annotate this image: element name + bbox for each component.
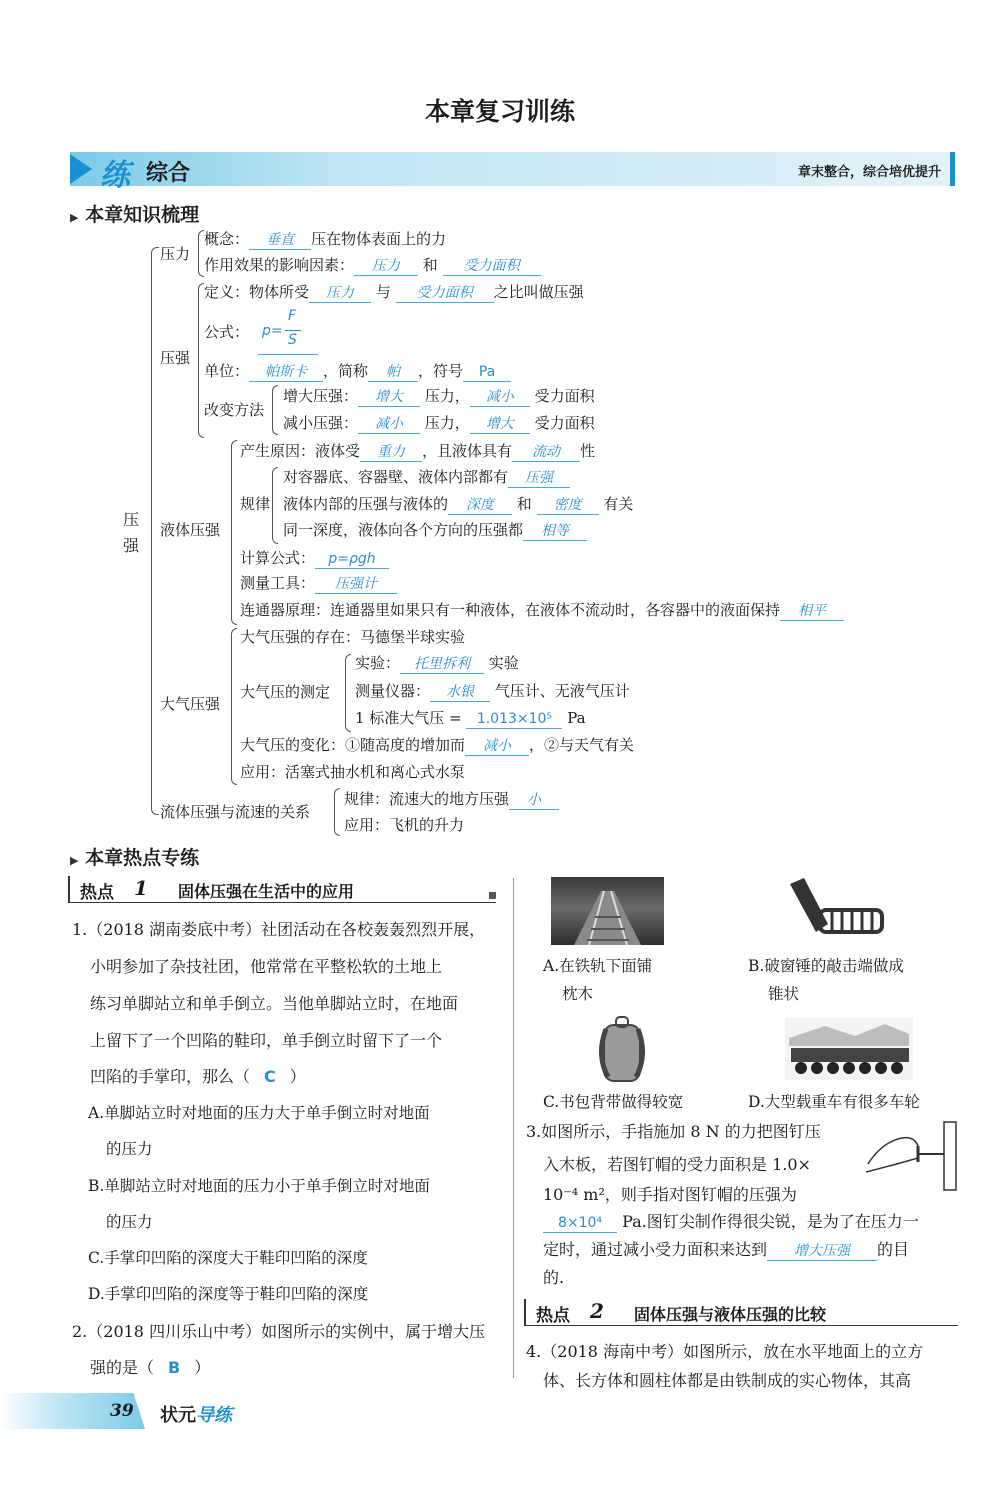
- q1-line-2: 小明参加了杂技社团，他常常在平整松软的土地上: [90, 957, 443, 976]
- q1-option-a: A.单脚站立时对地面的压力大于单手倒立时对地面: [88, 1104, 430, 1122]
- q2-answer: B: [168, 1358, 181, 1377]
- q3-answer-1: 8×10⁴: [543, 1214, 617, 1233]
- calc-formula-line: 计算公式： p=ρgh: [240, 548, 389, 569]
- banner-end-bar: [950, 152, 955, 186]
- q3-line-5: 定时，通过减小受力面积来达到 增大压强 的目: [543, 1240, 910, 1259]
- banner-char: 练: [100, 158, 130, 193]
- q1-line-3: 练习单脚站立和单手倒立。当他单脚站立时，在地面: [90, 994, 459, 1013]
- pic-caption-c: C.书包背带做得较宽: [543, 1093, 684, 1111]
- pic-caption-a: A.在铁轨下面铺: [543, 957, 653, 975]
- section-heading-hotspots: [70, 843, 199, 870]
- heading-arrow-icon: ▶: [70, 854, 79, 867]
- q2-line-2: 强的是（ B ）: [90, 1358, 211, 1377]
- instrument-line: 测量仪器： 水银 气压计、无液气压计: [355, 682, 630, 700]
- hotspot-end-mark: [489, 892, 496, 899]
- hotspot-number: 2: [590, 1299, 604, 1323]
- heading-arrow-icon: ▶: [70, 211, 79, 224]
- law-label: 规律: [240, 495, 271, 513]
- effect-factors-line: 作用效果的影响因素： 压力 和 受力面积: [204, 255, 541, 276]
- q3-line-1: 3.如图所示，手指施加 8 N 的力把图钉压: [526, 1122, 821, 1141]
- pic-caption-d: D.大型载重车有很多车轮: [748, 1093, 920, 1111]
- q1-option-a-cont: 的压力: [106, 1140, 153, 1158]
- q1-option-b-cont: 的压力: [106, 1213, 153, 1231]
- hammer-icon: [780, 876, 890, 946]
- pic-caption-a-cont: 枕木: [562, 985, 594, 1003]
- measure-tool-line: 测量工具： 压强计: [240, 573, 397, 594]
- atm-variation-line: 大气压的变化：①随高度的增加而 减小 ，②与天气有关: [240, 736, 635, 754]
- bracket-fluid: [334, 788, 340, 836]
- hotspot-tag: 热点: [80, 883, 114, 903]
- q4-line-2: 体、长方体和圆柱体都是由铁制成的实心物体，其高: [543, 1371, 912, 1390]
- hotspot-number: 1: [134, 876, 148, 900]
- thumbtack-figure: [862, 1120, 962, 1192]
- hotspot-title: 固体压强与液体压强的比较: [634, 1305, 827, 1324]
- railway-track-icon: [551, 877, 664, 945]
- bracket-law: [272, 467, 278, 544]
- hotspot-2-header: [524, 1299, 958, 1326]
- section-banner: [70, 152, 955, 193]
- section-heading-text: 本章热点专练: [85, 847, 200, 869]
- bracket-root: [151, 247, 159, 815]
- formula-line: 公式：: [204, 323, 250, 341]
- law-line-1: 对容器底、容器壁、液体内部都有 压强: [283, 467, 570, 488]
- q1-option-d: D.手掌印凹陷的深度等于鞋印凹陷的深度: [88, 1285, 369, 1303]
- q1-option-c: C.手掌印凹陷的深度大于鞋印凹陷的深度: [88, 1249, 368, 1267]
- q3-line-4: 8×10⁴ Pa.图钉尖制作得很尖锐，是为了在压力一: [543, 1204, 919, 1240]
- root-label-2: 强: [123, 536, 140, 555]
- cause-line: 产生原因：液体受 重力 ，且液体具有 流动 性: [240, 442, 596, 460]
- section-heading-text: 本章知识梳理: [85, 204, 200, 226]
- increase-pressure-line: 增大压强： 增大 压力， 减小 受力面积: [283, 387, 595, 405]
- page-title: 本章复习训练: [424, 97, 575, 126]
- q1-option-b: B.单脚站立时对地面的压力小于单手倒立时对地面: [88, 1177, 430, 1195]
- q1-answer: C: [264, 1067, 276, 1086]
- q2-line-1: 2.（2018 四川乐山中考）如图所示的实例中，属于增大压: [72, 1322, 486, 1341]
- q3-line-6: 的.: [543, 1268, 565, 1287]
- q1-line-1: 1.（2018 湖南娄底中考）社团活动在各校轰轰烈烈开展，: [72, 920, 486, 939]
- fluid-application-line: 应用：飞机的升力: [344, 816, 465, 834]
- node-liquid-pressure: 液体压强: [160, 521, 221, 539]
- definition-line: 定义：物体所受 压力 与 受力面积 之比叫做压强: [204, 283, 584, 301]
- experiment-line: 实验： 托里拆利 实验: [355, 654, 519, 672]
- formula-answer: p= F S: [258, 310, 318, 355]
- section-heading-knowledge: [70, 200, 199, 227]
- hotspot-title: 固体压强在生活中的应用: [178, 882, 355, 901]
- unit-line: 单位： 帕斯卡 ，简称 帕 ，符号 Pa: [204, 361, 511, 382]
- node-atmospheric-pressure: 大气压强: [160, 695, 221, 713]
- q3-line-3: 10⁻⁴ m²，则手指对图钉帽的压强为: [543, 1185, 797, 1204]
- banner-label: 综合: [146, 161, 191, 186]
- railway-photo: [551, 877, 664, 945]
- atm-exist-line: 大气压强的存在：马德堡半球实验: [240, 628, 466, 646]
- q1-line-4: 上留下了一个凹陷的鞋印，单手倒立时留下了一个: [90, 1031, 443, 1050]
- concept-line: 概念： 垂直 压在物体表面上的力: [204, 230, 447, 248]
- banner-subtitle: 章末整合，综合培优提升: [797, 165, 941, 180]
- bracket-measure: [345, 654, 351, 732]
- law-line-3: 同一深度，液体向各个方向的压强都 相等: [283, 520, 587, 541]
- q1-line-5: 凹陷的手掌印，那么（ C ）: [90, 1067, 306, 1086]
- pic-caption-b: B.破窗锤的敲击端做成: [748, 957, 904, 975]
- connector-line: 连通器原理：连通器里如果只有一种液体，在液体不流动时，各容器中的液面保持 相平: [240, 600, 844, 621]
- atm-application-line: 应用：活塞式抽水机和离心式水泵: [240, 763, 466, 781]
- hotspot-tag: 热点: [536, 1306, 570, 1326]
- node-fluid-pressure: 流体压强与流速的关系: [160, 803, 311, 821]
- truck-photo: [785, 1018, 913, 1080]
- q3-line-2: 入木板，若图钉帽的受力面积是 1.0×: [543, 1155, 811, 1174]
- fluid-law-line: 规律：流速大的地方压强 小: [344, 789, 559, 810]
- bracket-change: [272, 385, 278, 435]
- law-line-2: 液体内部的压强与液体的 深度 和 密度 有关: [283, 495, 634, 513]
- atm-measure-label: 大气压的测定: [240, 683, 331, 701]
- column-divider: [513, 878, 514, 1378]
- change-method-label: 改变方法: [204, 401, 265, 419]
- root-label-1: 压: [123, 510, 140, 529]
- bracket-liquid: [231, 440, 237, 625]
- decrease-pressure-line: 减小压强： 减小 压力， 增大 受力面积: [283, 414, 595, 432]
- node-pressure: 压强: [160, 349, 191, 367]
- backpack-icon: [592, 1015, 652, 1085]
- standard-atm-line: 1 标准大气压 = 1.013×10⁵ Pa: [355, 709, 586, 727]
- node-pressure-force: 压力: [160, 245, 191, 263]
- q4-line-1: 4.（2018 海南中考）如图所示，放在水平地面上的立方: [526, 1342, 924, 1361]
- pic-caption-b-cont: 锥状: [768, 985, 800, 1003]
- bracket-atmosphere: [231, 628, 237, 785]
- page-number: 39: [110, 1401, 134, 1421]
- q3-answer-2: 增大压强: [767, 1242, 877, 1261]
- hotspot-1-header: [68, 876, 496, 903]
- banner-arrow-icon: [70, 154, 92, 184]
- footer-brand: 状元导练: [160, 1405, 232, 1426]
